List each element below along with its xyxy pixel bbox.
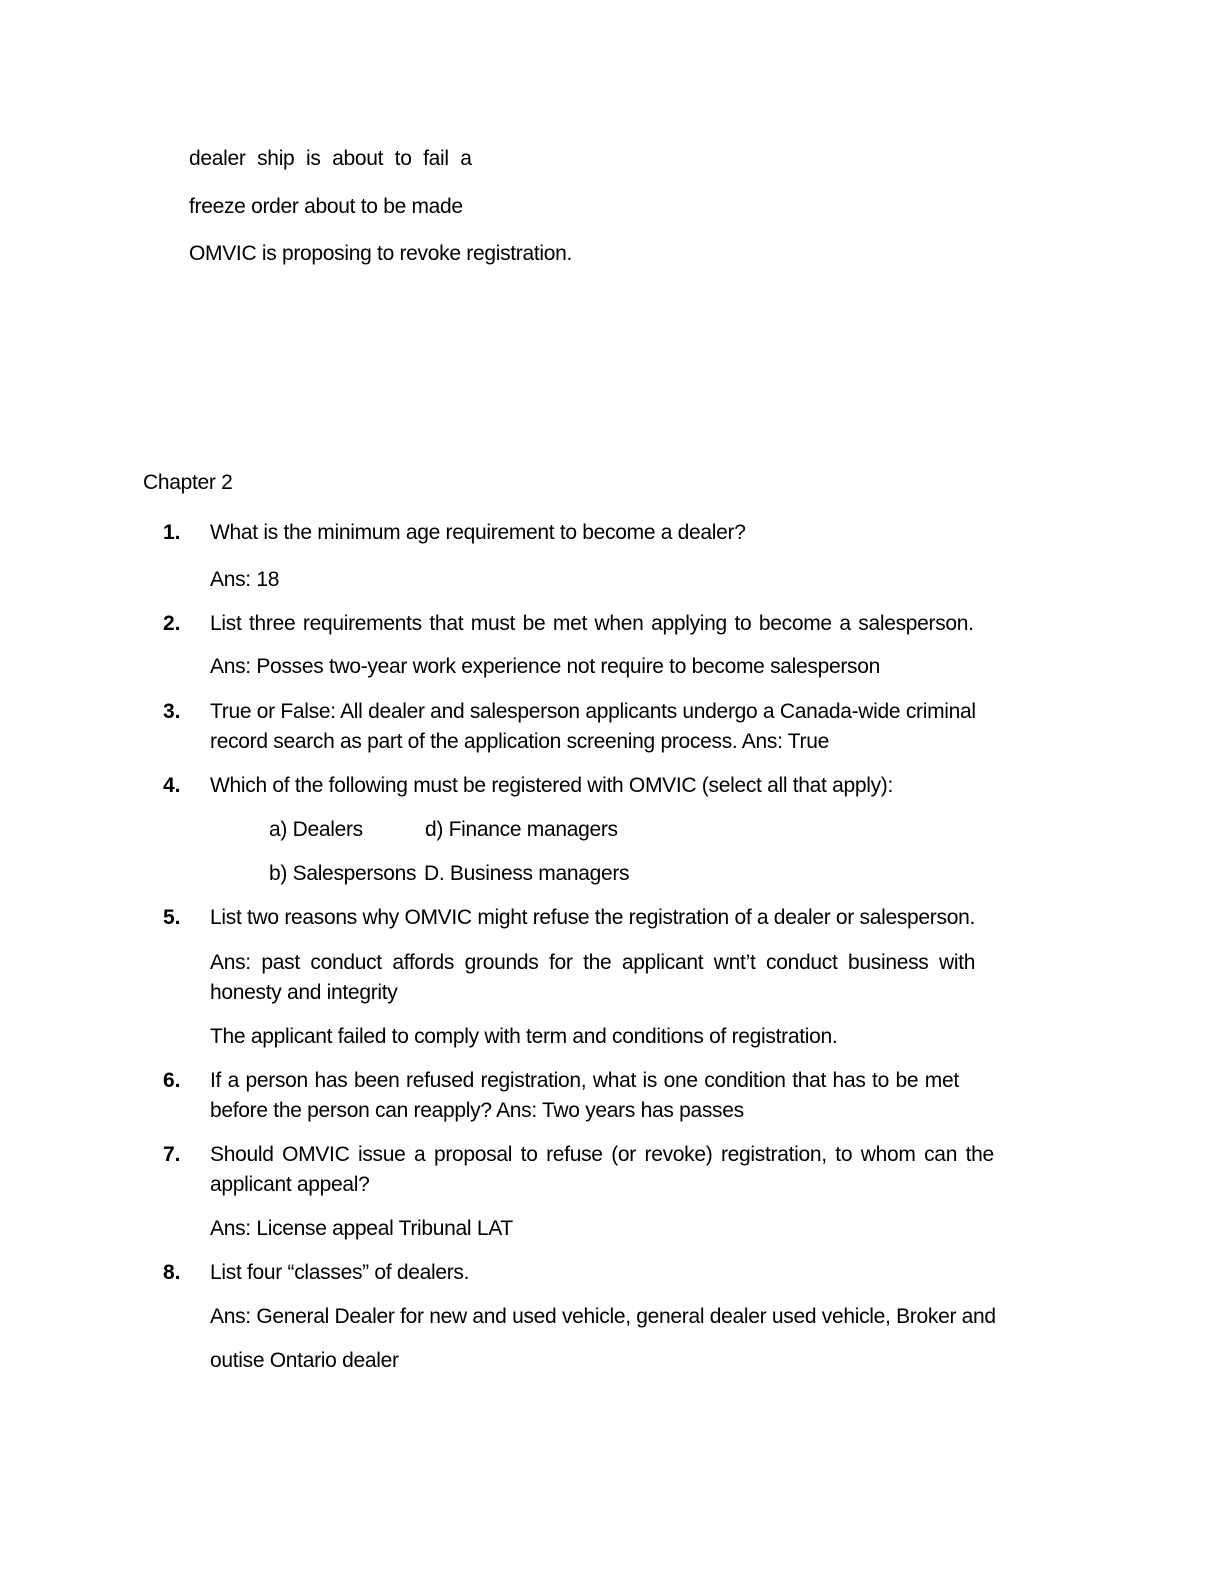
question-text: What is the minimum age requirement to become a dealer? <box>210 521 746 544</box>
question-text: If a person has been refused registration, what is one condition that has to be met <box>210 1069 959 1092</box>
question-text: True or False: All dealer and salesperson applicants undergo a Canada-wide criminal <box>210 700 976 723</box>
top-line-1: dealer ship is about to fail a <box>189 147 472 170</box>
top-line-2: freeze order about to be made <box>189 195 463 218</box>
question-number: 6. <box>163 1069 181 1092</box>
answer-text: Ans: 18 <box>210 568 280 591</box>
answer-text: Ans: Posses two-year work experience not require to become salesperson <box>210 655 881 678</box>
question-text: List three requirements that must be met when applying to become a salesperson. <box>210 612 974 635</box>
question-number: 5. <box>163 906 181 929</box>
option-D: D. Business managers <box>424 862 630 885</box>
answer-text: Ans: past conduct affords grounds for the applicant wnt’t conduct business with <box>210 951 976 974</box>
question-number: 8. <box>163 1261 181 1284</box>
question-text: List two reasons why OMVIC might refuse the registration of a dealer or salesperson. <box>210 906 975 929</box>
question-text: record search as part of the application screening process. Ans: True <box>210 730 829 753</box>
answer-text: The applicant failed to comply with term and conditions of registration. <box>210 1025 838 1048</box>
question-text: before the person can reapply? Ans: Two years has passes <box>210 1099 744 1122</box>
question-text: Which of the following must be registered with OMVIC (select all that apply): <box>210 774 894 797</box>
question-number: 3. <box>163 700 181 723</box>
option-d: d) Finance managers <box>425 818 618 841</box>
question-text: Should OMVIC issue a proposal to refuse (or revoke) registration, to whom can the <box>210 1143 994 1166</box>
question-text: applicant appeal? <box>210 1173 370 1196</box>
chapter-title: Chapter 2 <box>143 471 233 494</box>
option-b: b) Salespersons <box>269 862 417 885</box>
top-line-3: OMVIC is proposing to revoke registration. <box>189 242 573 265</box>
answer-text: Ans: License appeal Tribunal LAT <box>210 1217 513 1240</box>
answer-text: outise Ontario dealer <box>210 1349 399 1372</box>
question-number: 2. <box>163 612 181 635</box>
question-number: 7. <box>163 1143 181 1166</box>
answer-text: Ans: General Dealer for new and used vehicle, general dealer used vehicle, Broker and <box>210 1305 996 1328</box>
question-number: 1. <box>163 521 181 544</box>
answer-text: honesty and integrity <box>210 981 398 1004</box>
question-text: List four “classes” of dealers. <box>210 1261 470 1284</box>
question-number: 4. <box>163 774 181 797</box>
option-a: a) Dealers <box>269 818 363 841</box>
